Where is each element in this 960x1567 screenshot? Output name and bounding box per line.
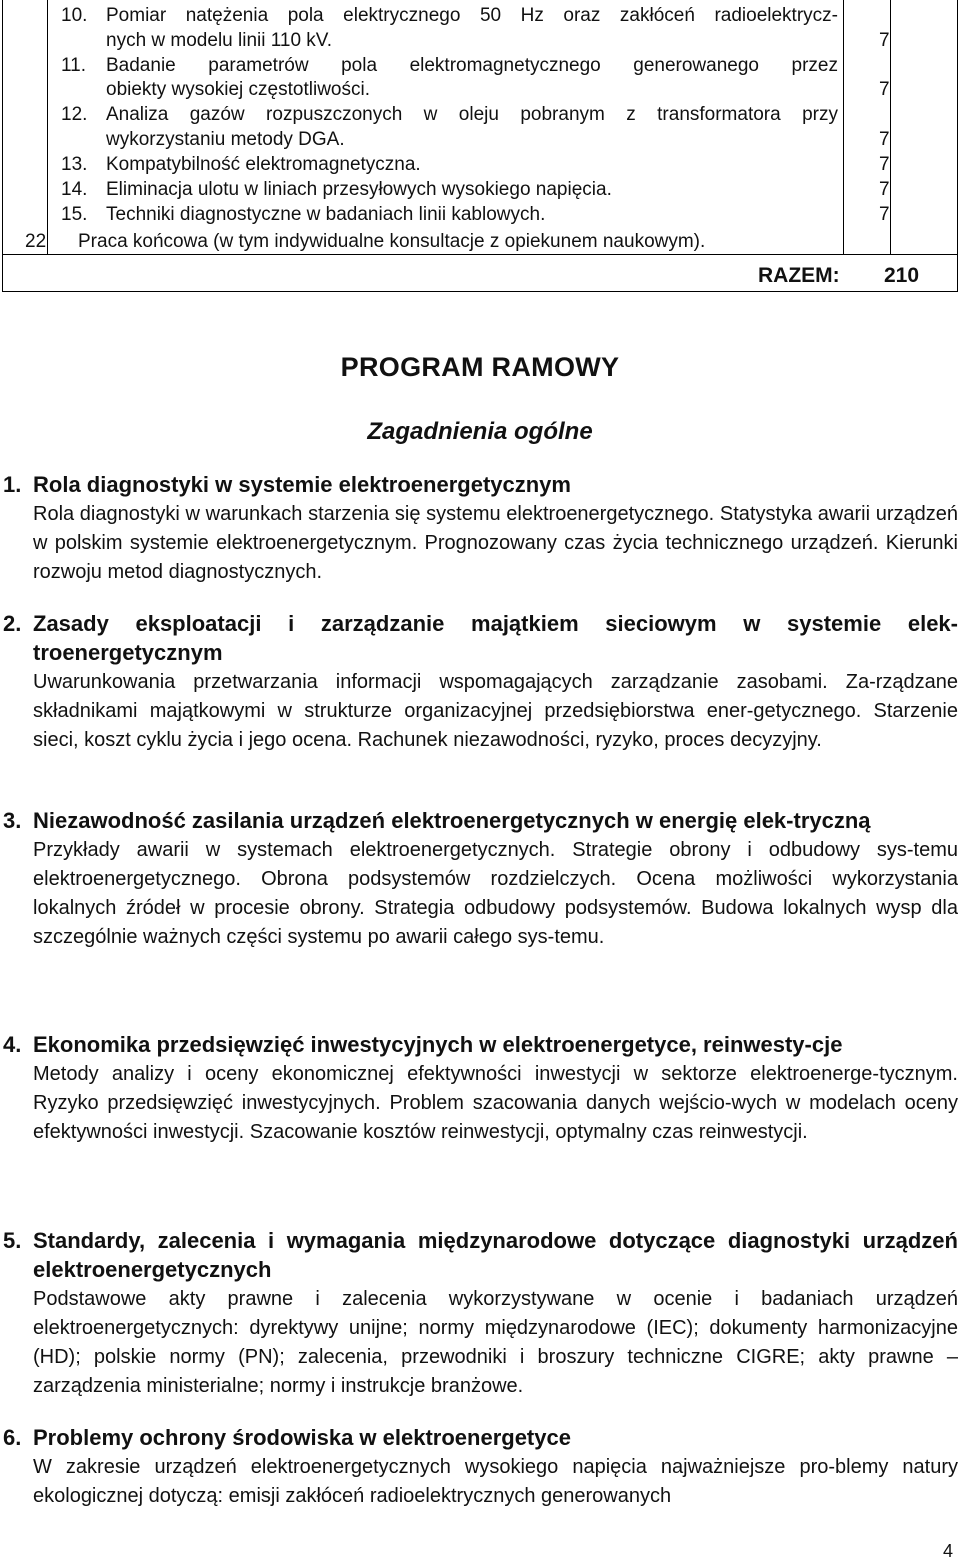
section-heading-text: Ekonomika przedsięwzięć inwestycyjnych w elektroenergetyce, reinwesty-cje xyxy=(33,1032,843,1057)
item-number: 14. xyxy=(61,179,88,200)
item-text-line: nych w modelu linii 110 kV. xyxy=(106,30,333,51)
section-body: Przykłady awarii w systemach elektroenergetycznych. Strategie obrony i odbudowy sys-temu elektroenergetycznego. Obrona podsystemów rozdzielczych. Ocena możliwości wykorzystania lokalnych źródeł w procesie obrony. Strategia odbudowy podsystemów. Budowa lokalnych wysp dla szczególnie ważnych części systemu po awarii całego sys-temu. xyxy=(33,839,958,948)
section-heading xyxy=(0,470,960,499)
section-heading xyxy=(0,1226,960,1284)
item-number: 10. xyxy=(61,5,88,26)
item-text-line: wykorzystaniu metody DGA. xyxy=(106,129,345,150)
item-hours: 7 xyxy=(879,154,890,175)
section-heading xyxy=(0,1423,960,1452)
total-label: RAZEM: xyxy=(758,264,840,287)
row-number: 22 xyxy=(25,231,47,252)
section-body: Metody analizy i oceny ekonomicznej efektywności inwestycji w sektorze elektroenerge-tycznym. Ryzyko przedsięwzięć inwestycyjnych. Problem szacowania danych wejścio-wych w modelach oceny efektywności inwestycji. Szacowanie kosztów reinwestycji, optymalny czas reinwestycji. xyxy=(33,1063,958,1143)
table-divider xyxy=(890,0,891,254)
section-heading-text: Zasady eksploatacji i zarządzanie majątkiem sieciowym w systemie elek-troenergetycznym xyxy=(33,611,958,665)
item-text-line: obiekty wysokiej częstotliwości. xyxy=(106,79,370,100)
section-heading-text: Problemy ochrony środowiska w elektroenergetyce xyxy=(33,1425,571,1450)
table-divider xyxy=(843,0,844,254)
item-text-line: Pomiar natężenia pola elektrycznego 50 Hz oraz zakłóceń radioelektrycz- xyxy=(106,5,838,26)
section-body: Rola diagnostyki w warunkach starzenia się systemu elektroenergetycznego. Statystyka awarii urządzeń w polskim systemie elektroenergetycznym. Prognozowany czas życia technicznego urządzeń. Kierunki rozwoju metod diagnostycznych. xyxy=(33,503,958,583)
section-number: 1. xyxy=(3,472,22,497)
section-number: 3. xyxy=(3,808,22,833)
section-1 xyxy=(0,470,960,587)
section-heading-text: Standardy, zalecenia i wymagania międzynarodowe dotyczące diagnostyki urządzeń elektroenergetycznych xyxy=(33,1228,958,1282)
page-number: 4 xyxy=(943,1541,954,1561)
section-heading xyxy=(0,806,960,835)
section-body: Podstawowe akty prawne i zalecenia wykorzystywane w ocenie i badaniach urządzeń elektroenergetycznych: dyrektywy unijne; normy międzynarodowe (IEC); dokumenty harmonizacyjne (HD); polskie normy (PN); zalecenia, przewodniki i broszury techniczne CIGRE; akty prawne – zarządzenia ministerialne; normy i instrukcje branżowe. xyxy=(33,1288,958,1397)
program-title: PROGRAM RAMOWY xyxy=(340,352,620,382)
item-hours: 7 xyxy=(879,79,890,100)
item-number: 13. xyxy=(61,154,88,175)
row-text: Praca końcowa (w tym indywidualne konsultacje z opiekunem naukowym). xyxy=(78,231,706,252)
item-text-line: Badanie parametrów pola elektromagnetycznego generowanego przez xyxy=(106,55,838,76)
item-text-line: Eliminacja ulotu w liniach przesyłowych wysokiego napięcia. xyxy=(106,179,612,200)
item-number: 12. xyxy=(61,104,88,125)
section-3 xyxy=(0,806,960,952)
section-number: 5. xyxy=(3,1228,22,1253)
section-heading-text: Rola diagnostyki w systemie elektroenergetycznym xyxy=(33,472,571,497)
section-body: W zakresie urządzeń elektroenergetycznych wysokiego napięcia najważniejsze pro-blemy natury ekologicznej dotyczą: emisji zakłóceń radioelektrycznych generowanych xyxy=(33,1456,958,1507)
item-hours: 7 xyxy=(879,129,890,150)
item-text-line: Techniki diagnostyczne w badaniach linii kablowych. xyxy=(106,204,546,225)
item-text-line: Analiza gazów rozpuszczonych w oleju pobranym z transformatora przy xyxy=(106,104,838,125)
section-body: Uwarunkowania przetwarzania informacji wspomagających zarządzanie zasobami. Za-rządzane składnikami majątkowymi w strukturze organizacyjnej przedsiębiorstwa ener-getycznego. Starzenie sieci, koszt cyklu życia i jego ocena. Rachunek niezawodności, ryzyko, proces decyzyjny. xyxy=(33,671,958,751)
section-number: 4. xyxy=(3,1032,22,1057)
section-2 xyxy=(0,609,960,755)
section-4 xyxy=(0,1030,960,1147)
item-hours: 7 xyxy=(879,204,890,225)
table-divider xyxy=(3,254,957,255)
item-hours: 7 xyxy=(879,30,890,51)
program-subtitle: Zagadnienia ogólne xyxy=(367,418,593,445)
section-number: 2. xyxy=(3,611,22,636)
section-number: 6. xyxy=(3,1425,22,1450)
section-heading xyxy=(0,1030,960,1059)
item-text-line: Kompatybilność elektromagnetyczna. xyxy=(106,154,421,175)
table-divider xyxy=(47,0,48,254)
section-heading-text: Niezawodność zasilania urządzeń elektroenergetycznych w energię elek-tryczną xyxy=(33,808,871,833)
item-number: 15. xyxy=(61,204,88,225)
total-value: 210 xyxy=(884,264,920,287)
section-heading xyxy=(0,609,960,667)
item-number: 11. xyxy=(61,55,87,76)
section-6 xyxy=(0,1423,960,1511)
course-table xyxy=(2,0,958,292)
item-hours: 7 xyxy=(879,179,890,200)
section-5 xyxy=(0,1226,960,1401)
